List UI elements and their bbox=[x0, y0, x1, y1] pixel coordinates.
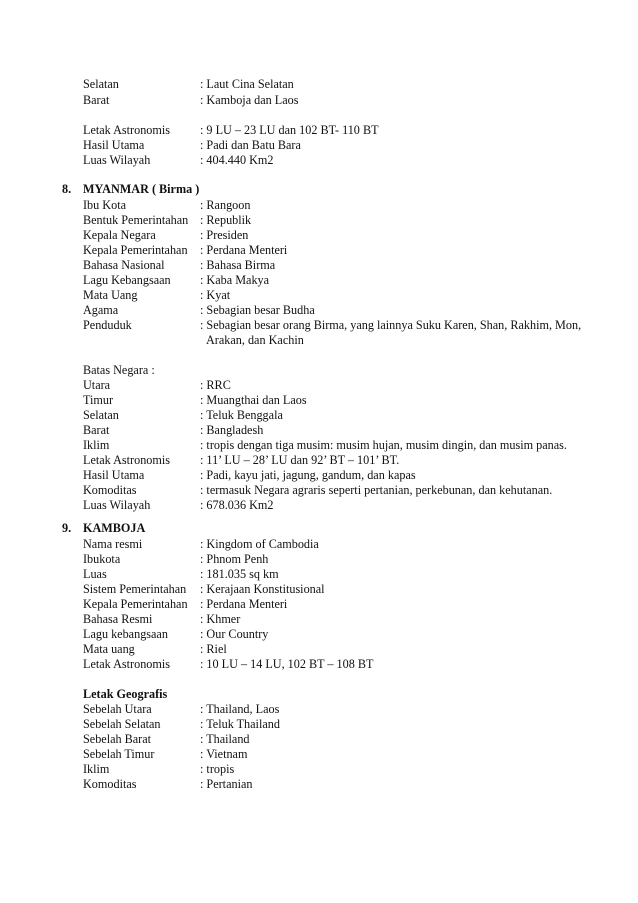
row-label: Bahasa Nasional bbox=[83, 258, 165, 272]
row-value: : Kerajaan Konstitusional bbox=[200, 582, 325, 596]
row-label: Luas bbox=[83, 567, 107, 581]
row-value: : Bangladesh bbox=[200, 423, 264, 437]
row-label: Letak Astronomis bbox=[83, 123, 170, 137]
row-label: Hasil Utama bbox=[83, 138, 145, 152]
row-label: Bahasa Resmi bbox=[83, 612, 153, 626]
row-value: : Presiden bbox=[200, 228, 249, 242]
row-value: : Rangoon bbox=[200, 198, 251, 212]
row-value: : Muangthai dan Laos bbox=[200, 393, 307, 407]
row-label: Mata Uang bbox=[83, 288, 138, 302]
row-label: Selatan bbox=[83, 408, 119, 422]
row-value: : Perdana Menteri bbox=[200, 597, 288, 611]
row-value: : Teluk Thailand bbox=[200, 717, 280, 731]
row-value: : Phnom Penh bbox=[200, 552, 269, 566]
row-value: : termasuk Negara agraris seperti pertanian, perkebunan, dan kehutanan. bbox=[200, 483, 553, 497]
row-value: : Laut Cina Selatan bbox=[200, 77, 294, 91]
row-label: Letak Astronomis bbox=[83, 453, 170, 467]
row-value: : 11’ LU – 28’ LU dan 92’ BT – 101’ BT. bbox=[200, 453, 400, 467]
row-label: Sebelah Selatan bbox=[83, 717, 161, 731]
row-value: : Kaba Makya bbox=[200, 273, 270, 287]
row-label: Iklim bbox=[83, 762, 110, 776]
row-label: Lagu kebangsaan bbox=[83, 627, 168, 641]
row-label: Mata uang bbox=[83, 642, 135, 656]
row-value-continuation: Arakan, dan Kachin bbox=[206, 333, 304, 347]
row-label: Barat bbox=[83, 423, 110, 437]
row-label: Komoditas bbox=[83, 483, 137, 497]
row-value: : tropis dengan tiga musim: musim hujan, musim dingin, dan musim panas. bbox=[200, 438, 567, 452]
row-label: Luas Wilayah bbox=[83, 153, 151, 167]
row-label: Kepala Pemerintahan bbox=[83, 597, 188, 611]
row-label: Selatan bbox=[83, 77, 119, 91]
row-value: : Perdana Menteri bbox=[200, 243, 288, 257]
row-value: : Kingdom of Cambodia bbox=[200, 537, 319, 551]
row-value: : Kamboja dan Laos bbox=[200, 93, 299, 107]
row-value: : Teluk Benggala bbox=[200, 408, 283, 422]
row-label: Sistem Pemerintahan bbox=[83, 582, 187, 596]
section-title: MYANMAR ( Birma ) bbox=[83, 182, 200, 196]
row-label: Barat bbox=[83, 93, 110, 107]
row-value: : Pertanian bbox=[200, 777, 253, 791]
row-label: Kepala Negara bbox=[83, 228, 156, 242]
row-label: Sebelah Timur bbox=[83, 747, 155, 761]
row-value: : Vietnam bbox=[200, 747, 248, 761]
row-label: Ibukota bbox=[83, 552, 121, 566]
row-label: Bentuk Pemerintahan bbox=[83, 213, 189, 227]
row-label: Nama resmi bbox=[83, 537, 143, 551]
row-label: Agama bbox=[83, 303, 119, 317]
row-value: : Sebagian besar Budha bbox=[200, 303, 315, 317]
row-value: : Sebagian besar orang Birma, yang lainnya Suku Karen, Shan, Rakhim, Mon, bbox=[200, 318, 582, 332]
row-value: : Padi, kayu jati, jagung, gandum, dan kapas bbox=[200, 468, 416, 482]
row-label: Penduduk bbox=[83, 318, 132, 332]
row-value: : 404.440 Km2 bbox=[200, 153, 274, 167]
row-value: : Khmer bbox=[200, 612, 241, 626]
row-label: Iklim bbox=[83, 438, 110, 452]
row-label: Ibu Kota bbox=[83, 198, 126, 212]
row-value: : Bahasa Birma bbox=[200, 258, 276, 272]
row-label: Timur bbox=[83, 393, 114, 407]
row-label: Kepala Pemerintahan bbox=[83, 243, 188, 257]
row-value: : Our Country bbox=[200, 627, 269, 641]
letak-geografis-heading: Letak Geografis bbox=[83, 687, 168, 701]
row-value: : 678.036 Km2 bbox=[200, 498, 274, 512]
row-label: Sebelah Utara bbox=[83, 702, 152, 716]
row-value: : RRC bbox=[200, 378, 231, 392]
row-value: : 10 LU – 14 LU, 102 BT – 108 BT bbox=[200, 657, 374, 671]
section-number: 9. bbox=[62, 521, 72, 535]
row-label: Lagu Kebangsaan bbox=[83, 273, 171, 287]
row-value: : Padi dan Batu Bara bbox=[200, 138, 301, 152]
row-value: : Republik bbox=[200, 213, 252, 227]
row-value: : tropis bbox=[200, 762, 235, 776]
row-label: Utara bbox=[83, 378, 111, 392]
row-value: : 181.035 sq km bbox=[200, 567, 279, 581]
section-title: KAMBOJA bbox=[83, 521, 146, 535]
row-label: Sebelah Barat bbox=[83, 732, 152, 746]
row-value: : 9 LU – 23 LU dan 102 BT- 110 BT bbox=[200, 123, 379, 137]
row-label: Letak Astronomis bbox=[83, 657, 170, 671]
row-value: : Thailand bbox=[200, 732, 250, 746]
batas-negara-heading: Batas Negara : bbox=[83, 363, 155, 377]
row-label: Komoditas bbox=[83, 777, 137, 791]
row-label: Hasil Utama bbox=[83, 468, 145, 482]
row-value: : Kyat bbox=[200, 288, 231, 302]
section-number: 8. bbox=[62, 182, 72, 196]
row-label: Luas Wilayah bbox=[83, 498, 151, 512]
row-value: : Thailand, Laos bbox=[200, 702, 280, 716]
row-value: : Riel bbox=[200, 642, 227, 656]
